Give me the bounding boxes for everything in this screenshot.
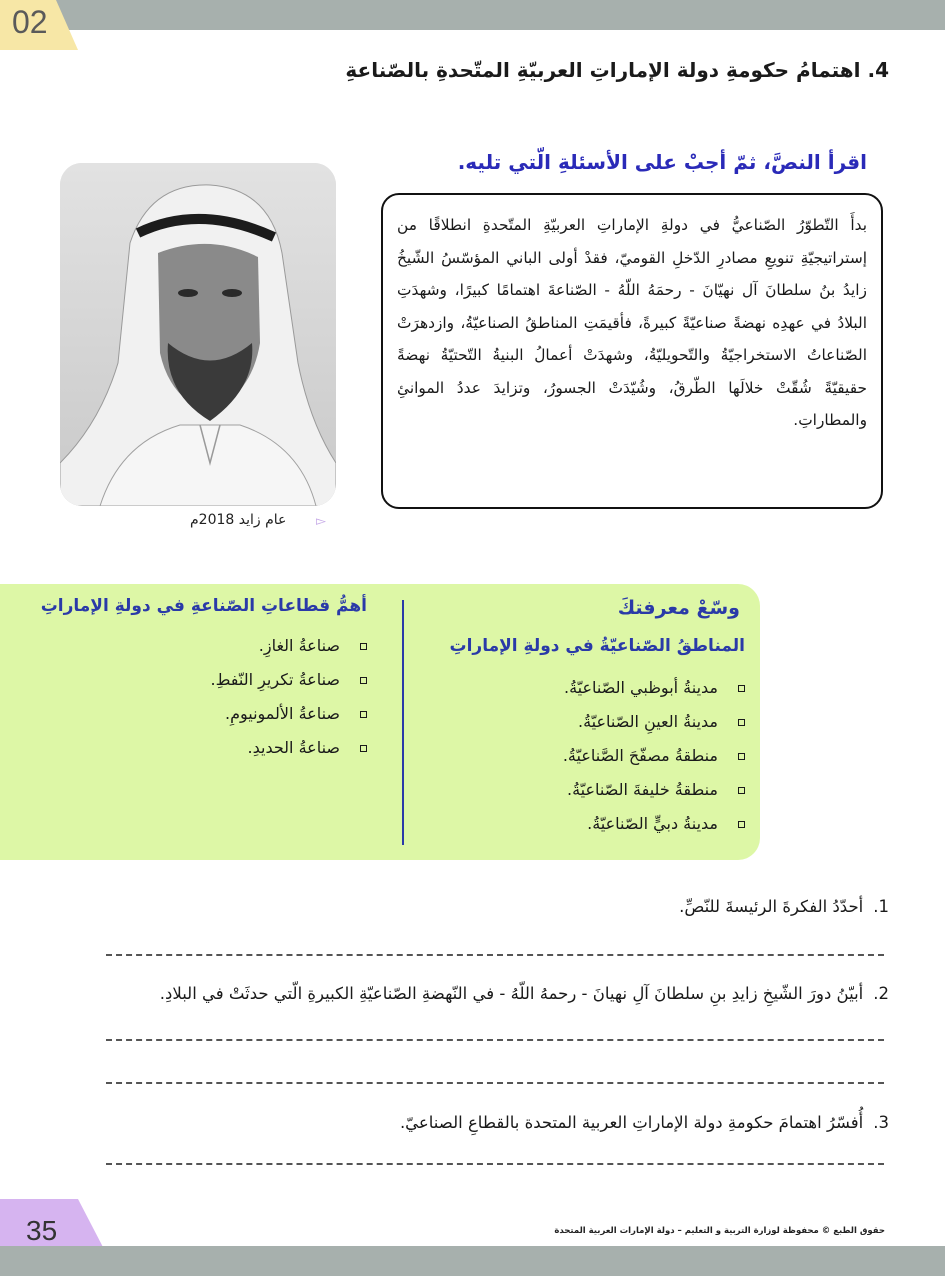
answer-line-2a[interactable] [106, 1039, 884, 1041]
column-divider [402, 600, 404, 845]
list-item: صناعةُ تكريرِ النّفطِ. [211, 663, 368, 697]
top-bar [0, 0, 945, 30]
industry-sectors-title: أهمُّ قطاعاتِ الصّناعةِ في دولةِ الإماراتِ [40, 596, 367, 616]
portrait-illustration [60, 163, 336, 506]
list-item: مدينةُ دبيٍّ الصّناعيّةُ. [563, 807, 745, 841]
list-item: مدينةُ العينِ الصّناعيّةُ. [563, 705, 745, 739]
industry-sectors-list [211, 629, 368, 765]
question-1: 1.أحدّدُ الفكرةَ الرئيسةَ للنّصِّ. [679, 897, 889, 916]
list-item: صناعةُ الغازِ. [211, 629, 368, 663]
bullet-square-icon [360, 745, 367, 752]
expand-knowledge-title: وسّعْ معرفتكَ [617, 597, 740, 619]
industrial-zones-list [563, 671, 745, 841]
bullet-square-icon [360, 711, 367, 718]
portrait-photo [60, 163, 336, 506]
list-item: صناعةُ الألمونيومِ. [211, 697, 368, 731]
bullet-square-icon [738, 753, 745, 760]
question-3: 3.أُفسّرُ اهتمامَ حكومةِ دولة الإماراتِ العربية المتحدة بالقطاعِ الصناعيّ. [399, 1113, 889, 1132]
industrial-zones-title: المناطقُ الصّناعيّةُ في دولةِ الإماراتِ [449, 636, 745, 656]
page-number: 35 [26, 1215, 58, 1246]
caption-arrow-icon: ▻ [316, 514, 326, 529]
lesson-title: 4. اهتمامُ حكومةِ دولة الإماراتِ العربيّةِ المتّحدةِ بالصّناعةِ [345, 58, 889, 82]
unit-number: 02 [12, 4, 48, 40]
list-item: مدينةُ أبوظبي الصّناعيّةُ. [563, 671, 745, 705]
bullet-square-icon [738, 821, 745, 828]
reading-text: بدأَ التّطوّرُ الصّناعيُّ في دولةِ الإماراتِ العربيّةِ المتّحدةِ انطلاقًا من إستراتيجيّةِ تنويعِ مصادرِ الدّخلِ القوميّ، فقدْ أولى الباني المؤسّسُ الشّيخُ زايدُ بنُ سلطانَ آل نهيّانَ - رحمَهُ اللّهُ - الصّناعةَ اهتمامًا كبيرًا، وشهدَتِ البلادُ في عهدِه نهضةً صناعيّةً كبيرةً، فأقيمَتِ المناطقُ الصناعيّةُ، وازدهرَتْ الصّناعاتُ الاستخراجيّةُ والتّحويليّةُ، وشهدَتْ أعمالُ البنيةُ التّحتيّةُ نهضةً حقيقيّةً شُقّتْ خلالَها الطّرقُ، وشُيّدَتْ الجسورُ، وتزايدَ عددُ الموانئِ والمطاراتِ. [397, 216, 867, 429]
bullet-square-icon [360, 643, 367, 650]
list-item: منطقةُ مصفّحَ الصَّناعيّةُ. [563, 739, 745, 773]
list-item: صناعةُ الحديدِ. [211, 731, 368, 765]
bullet-square-icon [738, 719, 745, 726]
photo-caption: عام زايد 2018م [190, 512, 287, 528]
copyright-notice: حقوق الطبع © محفوظة لوزارة التربية و التعليم – دولة الإمارات العربية المتحدة [554, 1226, 885, 1236]
answer-line-3[interactable] [106, 1163, 884, 1165]
bullet-square-icon [360, 677, 367, 684]
bottom-bar [0, 1246, 945, 1276]
list-item: منطقةُ خليفةَ الصّناعيّةُ. [563, 773, 745, 807]
question-2: 2.أبيّنُ دورَ الشّيخِ زايدِ بنِ سلطانَ آلِ نهيانَ - رحمهُ اللّهُ - في النّهضةِ الصّناعيّةِ الكبيرةِ الّتي حدثَتْ في البلادِ. [159, 984, 889, 1003]
bullet-square-icon [738, 685, 745, 692]
answer-line-2b[interactable] [106, 1082, 884, 1084]
reading-instruction: اقرأ النصَّ، ثمّ أجبْ على الأسئلةِ الّتي تليه. [457, 150, 867, 174]
answer-line-1[interactable] [106, 954, 884, 956]
reading-text-box [381, 193, 883, 509]
bullet-square-icon [738, 787, 745, 794]
